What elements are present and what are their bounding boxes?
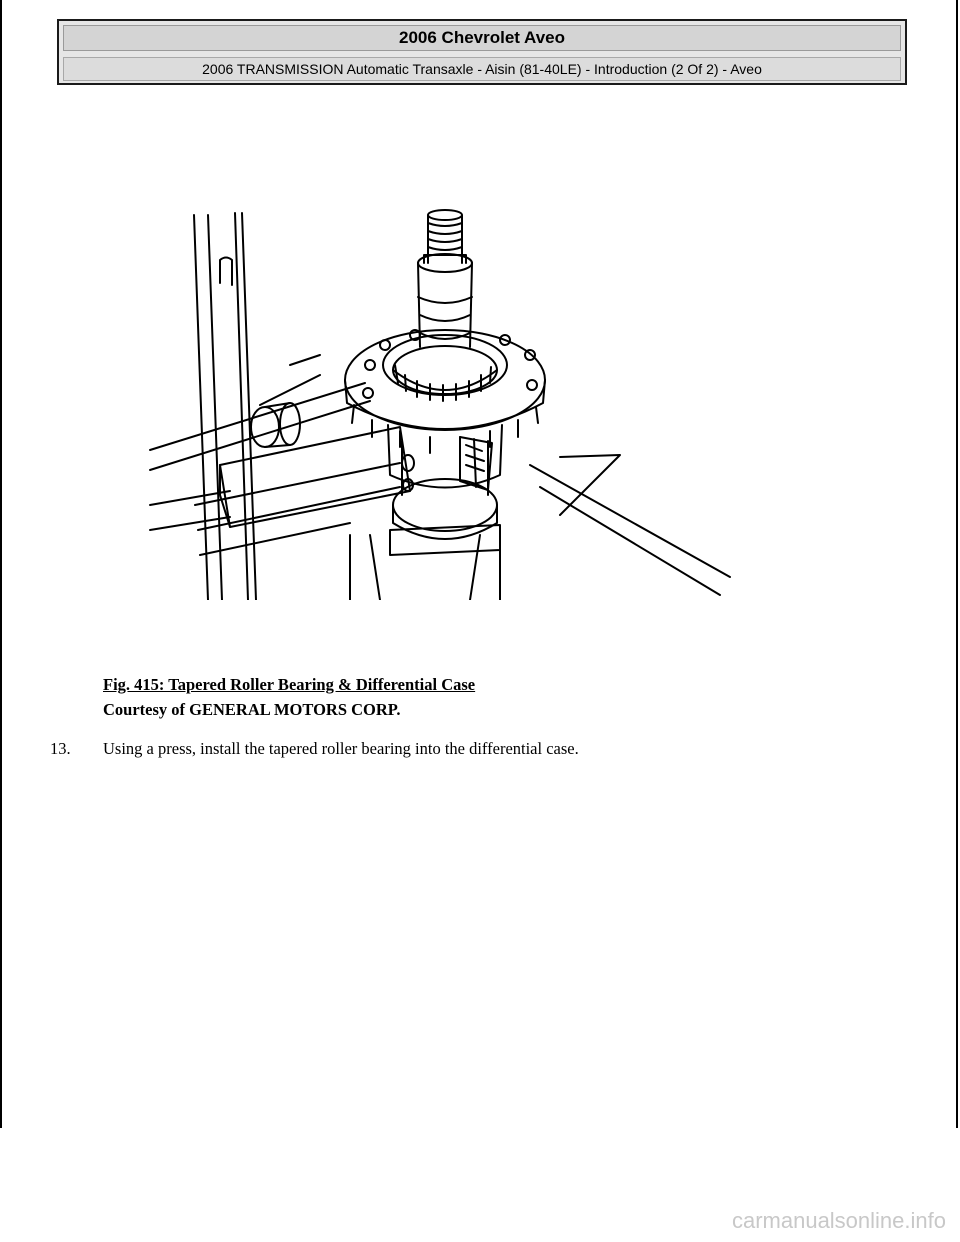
step-text: Using a press, install the tapered roller bearing into the differential case.: [103, 739, 579, 758]
page-border-left: [0, 0, 2, 1128]
page-border-right: [956, 0, 958, 1128]
procedure-step: [50, 739, 910, 759]
differential-bearing-illustration: [140, 205, 740, 600]
header-title: 2006 Chevrolet Aveo: [63, 25, 901, 51]
figure-credit: Courtesy of GENERAL MOTORS CORP.: [103, 700, 401, 719]
header-subtitle: 2006 TRANSMISSION Automatic Transaxle - Aisin (81-40LE) - Introduction (2 Of 2) - Aveo: [63, 57, 901, 81]
figure-caption: Fig. 415: Tapered Roller Bearing & Differential Case: [103, 675, 476, 694]
document-header: [57, 19, 907, 85]
watermark: carmanualsonline.info: [731, 1208, 946, 1233]
step-number: 13.: [50, 739, 71, 758]
